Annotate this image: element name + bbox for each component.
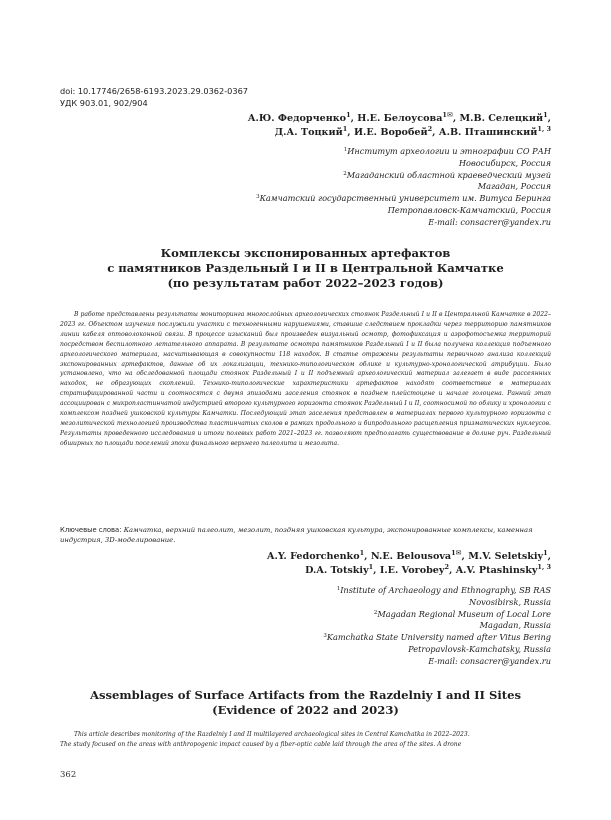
author-name: М.В. Селецкий [459,113,544,124]
affiliation: $^2$Magadan Regional Museum of Local Lore [373,608,551,619]
title-ru: Комплексы экспонированных артефактов с памятников Раздельный I и II в Центральной Камчатке (по результатам работ 2022–2023 годов) [107,246,504,290]
author-name: N.E. Belousova [370,551,452,562]
keywords-text: Камчатка, верхний палеолит, мезолит, поздняя ушковская культура, экспонированные комплексы, каменная индустрия, 3D-моделирование. [60,526,533,544]
abstract-ru: В работе представлены результаты мониторинга многослойных археологических стоянок Раздельный I и II в Центральной Камчатке в 2022–2023 гг. Объектом изучения послужили участки с техногенными нарушениями, ставшие следствием прокладки через территорию памятников линии кабеля оптоволоконной связи. В процессе изысканий был произведен визуальный осмотр, фотофиксация и аэрофотосъемка территорий посредством беспилотного летательного аппарата. В результате осмотра памятников Раздельный I и II была получена коллекция подъемного археологического материала, насчитывающая в совокупности 118 находок. В статье отражены результаты первичного анализа коллекций экспонированных артефактов, данные об их локализации, технико-типологическом облике и культурно-хронологической атрибуции. Было установлено, что на обследованной площади стоянок Раздельный I и II подъемный археологический материал залегает в виде рассеянных находок, не образующих скоплений. Технико-типологические характеристики артефактов находят соответствие в материалах стратифицированной части и соотносятся с двумя эпизодами заселения стоянок в позднем плейстоцене и начале голоцена. Ранний этап ассоциирован с микропластинчатой индустрией второго культурного горизонта стоянок Раздельный I и II, соотносимой по облику и хронологии с комплексом поздней ушковской культуры Камчатки. Последующий этап заселения представлен в материалах первого культурного горизонта с мезолитической технологией производства пластинчатых сколов в рамках продольного и бипродольного расщепления призматических нуклеусов. Результаты проведенного исследования и итоги полевых работ 2021–2023 гг. позволяют предполагать существование в долине руч. Раздельный обширных по площади поселений эпохи финального верхнего палеолита и мезолита. [60,311,551,447]
author-name: A.Y. Fedorchenko [267,551,360,562]
doi: doi: 10.17746/2658-6193.2023.29.0362-0367 [60,86,248,96]
author-name: D.A. Totskiy [305,564,369,576]
authors-en-line-1: A.Y. Fedorchenko$^1$, N.E. Belousova$^1$✉, M.V. Seletskiy$^1$, [267,549,551,562]
affiliation: $^1$Institute of Archaeology and Ethnography, SB RAS [336,585,551,595]
affiliation-city: Магадан, Россия [477,181,551,192]
author-name: I.E. Vorobey [379,564,445,576]
title-en: Assemblages of Surface Artifacts from the Razdelniy I and II Sites (Evidence of 2022 and 2023) [89,688,522,717]
abstract-en: This article describes monitoring of the Razdelniy I and II multilayered archaeological sites in Central Kamchatka in 2022–2023. The study focused on the areas with anthropogenic impact caused by a fiber-optic cable laid through the area of the sites. A drone [60,731,470,748]
affiliation-city: Петропавловск-Камчатский, Россия [387,204,551,215]
affiliation-city: Petropavlovsk-Kamchatsky, Russia [408,643,551,654]
keywords-ru [60,525,551,545]
affiliation: $^3$Камчатский государственный университет им. Витуса Беринга [256,193,551,204]
authors-ru-line-1: А.Ю. Федорченко$^1$, Н.Е. Белоусова$^1$✉, М.В. Селецкий$^1$, [247,111,551,124]
affiliations-ru [256,146,551,229]
author-name: И.Е. Воробей [353,126,428,138]
author-name: А.В. Пташинский [438,126,538,138]
author-name: А.Ю. Федорченко [247,113,347,124]
page-number: 362 [60,770,77,780]
affiliations-en [323,585,551,668]
affiliation-city: Novosibirsk, Russia [469,596,551,607]
author-name: A.V. Ptashinsky [455,564,538,576]
email-link[interactable]: E-mail: consacrer@yandex.ru [428,216,551,227]
affiliation: $^3$Kamchatka State University named after Vitus Bering [323,632,551,643]
authors-ru [248,112,551,139]
udk-code: УДК 903.01, 902/904 [60,98,148,108]
author-name: M.V. Seletskiy [468,551,544,562]
affiliation-city: Новосибирск, Россия [458,157,551,168]
authors-en [267,550,551,577]
affiliation: $^1$Институт археологии и этнографии СО РАН [343,146,551,156]
author-name: Н.Е. Белоусова [357,113,443,124]
authors-en-line-2: D.A. Totskiy$^1$, I.E. Vorobey$^2$, A.V. Ptashinsky$^{1, 3}$ [305,562,551,576]
email-link[interactable]: E-mail: consacrer@yandex.ru [428,655,551,666]
author-name: Д.А. Тоцкий [274,126,343,138]
authors-ru-line-2: Д.А. Тоцкий$^1$, И.Е. Воробей$^2$, А.В. Пташинский$^{1, 3}$ [274,124,551,138]
keywords-label: Ключевые слова: [60,526,122,534]
affiliation-city: Magadan, Russia [479,620,551,631]
affiliation: $^2$Магаданский областной краеведческий музей [343,169,551,180]
